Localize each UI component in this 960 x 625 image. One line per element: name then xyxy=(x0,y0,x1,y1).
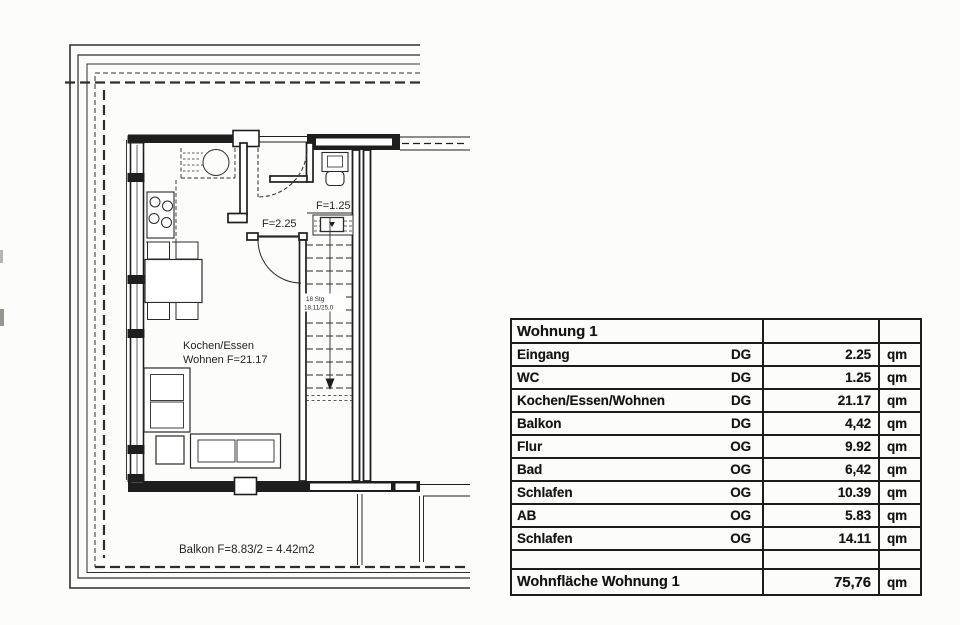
dining-set xyxy=(145,242,202,320)
interior-walls xyxy=(228,143,313,481)
label-balcony-area: Balkon F=8.83/2 = 4.42m2 xyxy=(179,544,315,556)
room-unit: qm xyxy=(879,343,921,366)
header-unit-cell xyxy=(879,319,921,343)
label-stairs-dims: 18,11/25,0 xyxy=(304,304,334,312)
room-floor: DG xyxy=(691,389,763,412)
table-row xyxy=(511,435,921,458)
table-row xyxy=(511,343,921,366)
room-area: 2.25 xyxy=(763,343,879,366)
room-area: 1.25 xyxy=(763,366,879,389)
room-floor: OG xyxy=(691,504,763,527)
total-area: 75,76 xyxy=(763,569,879,595)
room-name: WC xyxy=(511,366,691,389)
room-area: 5.83 xyxy=(763,504,879,527)
room-area: 14.11 xyxy=(763,527,879,550)
room-unit: qm xyxy=(879,458,921,481)
table-row xyxy=(511,366,921,389)
room-area: 9.92 xyxy=(763,435,879,458)
table-row xyxy=(511,527,921,550)
room-unit: qm xyxy=(879,435,921,458)
plan-labels xyxy=(179,200,351,556)
room-area: 21.17 xyxy=(763,389,879,412)
room-unit: qm xyxy=(879,481,921,504)
table-header-row xyxy=(511,319,921,343)
table-row xyxy=(511,504,921,527)
room-floor: OG xyxy=(691,435,763,458)
label-kochen-essen: Kochen/Essen xyxy=(183,340,254,352)
room-floor: DG xyxy=(691,366,763,389)
total-label: Wohnfläche Wohnung 1 xyxy=(511,569,763,595)
table-row xyxy=(511,389,921,412)
wc-toilet xyxy=(322,153,348,186)
room-floor: DG xyxy=(691,343,763,366)
room-unit: qm xyxy=(879,412,921,435)
room-name: Eingang xyxy=(511,343,691,366)
room-name: Balkon xyxy=(511,412,691,435)
room-area: 4,42 xyxy=(763,412,879,435)
room-name: Schlafen xyxy=(511,481,691,504)
table-total-row xyxy=(511,569,921,595)
stove xyxy=(147,192,174,238)
header-value-cell xyxy=(763,319,879,343)
living-room-door xyxy=(258,237,301,284)
table-row xyxy=(511,412,921,435)
scan-edge-artifacts xyxy=(0,250,4,326)
roof-outline-borders xyxy=(63,45,470,588)
total-unit: qm xyxy=(879,569,921,595)
room-name: AB xyxy=(511,504,691,527)
room-name: Kochen/Essen/Wohnen xyxy=(511,389,691,412)
sofa-group xyxy=(144,368,281,468)
room-unit: qm xyxy=(879,527,921,550)
room-unit: qm xyxy=(879,504,921,527)
room-name: Flur xyxy=(511,435,691,458)
room-floor: DG xyxy=(691,412,763,435)
entry-door-swing xyxy=(258,148,307,197)
label-stairs-count: 18 Stg xyxy=(306,296,325,303)
kitchen-sink-circle xyxy=(203,150,229,176)
balcony-dividers xyxy=(358,494,424,565)
room-floor: OG xyxy=(691,458,763,481)
label-wohnen-area: Wohnen F=21.17 xyxy=(183,354,268,366)
room-area: 6,42 xyxy=(763,458,879,481)
table-row xyxy=(511,458,921,481)
room-floor: OG xyxy=(691,527,763,550)
label-entry-area: F=2.25 xyxy=(262,218,297,230)
table-title: Wohnung 1 xyxy=(511,319,763,343)
room-floor: OG xyxy=(691,481,763,504)
table-spacer-row xyxy=(511,550,921,569)
room-area: 10.39 xyxy=(763,481,879,504)
label-wc-area: F=1.25 xyxy=(316,200,351,212)
kitchen-fittings xyxy=(145,147,235,242)
room-unit: qm xyxy=(879,389,921,412)
area-table xyxy=(510,318,920,596)
room-name: Schlafen xyxy=(511,527,691,550)
room-name: Bad xyxy=(511,458,691,481)
table-row xyxy=(511,481,921,504)
room-unit: qm xyxy=(879,366,921,389)
